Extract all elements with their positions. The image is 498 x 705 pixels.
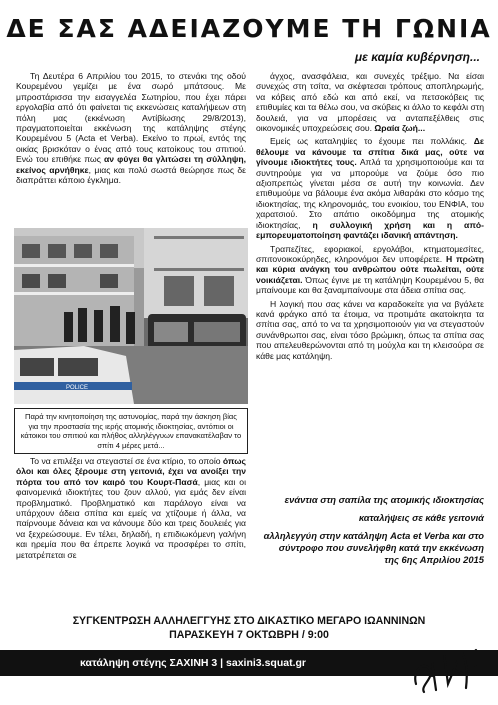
squatters-bold-text-2: η συλλογική χρήση και η από-εμπορευματοποίηση φαντάζει ιδανική απάντηση. [256,219,485,241]
slogan-squats: καταλήψεις σε κάθε γειτονιά [358,512,484,523]
squatters-bold-text: Δε θέλουμε να κάνουμε τα σπίτια δικά μας, ούτε να γίνουμε ιδιοκτήτες τους. [256,136,484,168]
squatters-text: Εμείς ως καταληψίες το έχουμε πει πολλάκις. [270,136,474,147]
bankers-bold-text: Η πρώτη και κύρια ανάγκη του ανθρώπου ούτε πωλείται, ούτε νοικιάζεται. [256,253,484,285]
slogans [262,494,484,572]
right-paragraph-1 [256,71,484,133]
saxini-signature-logo [410,640,480,700]
rally-date: ΠΑΡΑΣΚΕΥΗ 7 ΟΚΤΩΒΡΗ / 9:00 [169,629,329,641]
anxiety-text: άγχος, ανασφάλεια, και συνεχές τρέξιμο. Να είσαι συνεχώς στη τσίτα, να σκέφτεσαι τρόπους αποπληρωμής, να κόβεις από εδώ και από εκεί, να πετσοκόβεις τις επιθυμίες και τα θέλω σου, να σκύβεις κι άλλο το κεφάλι στη δουλειά, για να μπορέσεις να ανταπεξέλθεις στις οικονομικές υποχρεώσεις σου. [256,71,484,134]
building-text-start: Το να επιλέξει να στεγαστεί σε ένα κτίριο, το οποίο [30,456,223,466]
right-paragraph-4: Η λογική που σας κάνει να καραδοκείτε για να βγάλετε κανά φράγκο από τα έτοιμα, να προτιμάτε ακατοίκητα τα σπίτια σας, από το να τα χρησιμοποιούν για να στεγαστούν συνάνθρωποι σας, είναι τόσο βρώμικη, όπως τα σπίτια σας που απελευθερώνονται από τη μούχλα και τη κλεισούρα σε κάθε μας κατάληψη. [256,298,484,361]
rally-location: ΣΥΓΚΕΝΤΡΩΣΗ ΑΛΛΗΛΕΓΓΥΗΣ ΣΤΟ ΔΙΚΑΣΤΙΚΟ ΜΕΓΑΡΟ ΙΩΑΝΝΙΝΩΝ [72,615,426,627]
photo-caption: Παρά την κινητοποίηση της αστυνομίας, παρά την άσκηση βίας για την προστασία της ιερής ατομικής ιδιοκτησίας, αντόπιοι οι κάτοικοι του σπιτιού και πλήθος αλληλέγγυων επανακατέλαβαν το σπίτι 4 μέρες μετά... [14,408,248,454]
slogan-solidarity: αλληλεγγύη στην κατάληψη Acta et Verba και στο σύντροφο που συνελήφθη κατά την εκκένωση της 6ης Απριλίου 2015 [263,530,484,565]
anxiety-bold-text: Ωραία ζωή... [374,123,426,134]
page-subtitle: με καμία κυβέρνηση... [354,50,480,64]
building-paragraph [16,456,246,560]
building-bold-text: όπως όλοι και όλες ξέρουμε στη γειτονιά, έχει να ανοίξει την πόρτα του από τον καιρό του Κουρτ-Πασά [16,456,246,487]
right-paragraph-3 [256,244,484,296]
police-car-label: POLICE [66,385,89,391]
right-column [256,71,484,364]
left-column-intro [16,71,246,185]
page-title: ΔΕ ΣΑΣ ΑΔΕΙΑΖΟΥΜΕ ΤΗ ΓΩΝΙΑ [6,14,492,43]
rally-announcement [0,614,498,642]
bankers-text-end: Όπως έγινε με τη κατάληψη Κουρεμένου 5, θα μπαίνουμε και θα ξαναμπαίνουμε στα άδεια σπίτια σας. [256,274,484,296]
squatters-text-mid: Απλά τα χρησιμοποιούμε και τα συντηρούμε για να μπορούμε να ζούμε όσο πιο αξιοπρεπώς γίνεται μέσα σε αυτή την κοινωνία. Δεν επιθυμούμε να βάλουμε ένα ακόμα λιθαράκι στο κόσμο της ιδιοκτησίας, της κληρονομιάς, του ενοικίου, του ΕΝΦΙΑ, του χαρατσιού. Στο απάτιο οικοδόμημα της ατομικής ιδιοκτησίας, [256,157,484,230]
building-text-end: , μιας και οι φαινομενικά ιδιοκτήτες του ζουν αλλού, για εμάς δεν είναι προβληματικό. Προβληματικό και παράλογο είναι να υπάρχουν άδεια σπίτια και εμείς να χτίζουμε ή άλλα, να παίρνουμε δάνεια και να κάνουμε δύο και τρεις δουλειές για να ξεχρεώσουμε. Εν τέλει, δηλαδή, η επιδιωκόμενη γαλήνη και ηρεμία που θα έπρεπε λογικά να προσφέρει το σπίτι, μετατρέπεται σε [16,476,246,560]
eviction-photo [14,228,248,404]
right-paragraph-2 [256,136,484,240]
eviction-photo-illustration [14,228,248,404]
intro-bold-text: αν φύγει θα γλιτώσει τη σύλληψη, εκείνος αρνήθηκε [16,154,246,175]
slogan-against-property: ενάντια στη σαπίλα της ατομικής ιδιοκτησίας [284,494,484,505]
intro-text-end: , μιας και πολύ σωστά θεώρησε πως δε διαπράττει κάποιο έγκλημα. [16,164,246,186]
left-column-bottom [16,456,246,563]
intro-text: Τη Δευτέρα 6 Απριλίου του 2015, το στενάκι της οδού Κουρεμένου γεμίζει με ένα σωρό μπάτσους. Με μπροστάρισσα την εισαγγελέα Σωτηρίου, που έχει πάρει εργολαβία από ότι φαίνεται τις εκκενώσεις καταλήψεων στη πόλη μας (εκκένωση Αντίβίωσης 29/8/2013), πραγματοποιείται εκκένωση της κατάληψης στέγης Κουρεμένου 5 (Acta et Verba). Εκείνο το πρωί, εντός της οικίας βρισκόταν ο ένας από τους κατοίκους του σπιτιού. Ενώ του επιθήκε πως [16,71,246,165]
bankers-text: Τραπεζίτες, εφοριακοί, εργολάβοι, κτηματομεσίτες, σπιτονοικοκύρηδες, κληρονόμοι δεν υποφέρετε. [256,243,484,264]
footer-text: κατάληψη στέγης ΣΑΧΙΝΗ 3 | saxini3.squat.gr [80,657,306,669]
